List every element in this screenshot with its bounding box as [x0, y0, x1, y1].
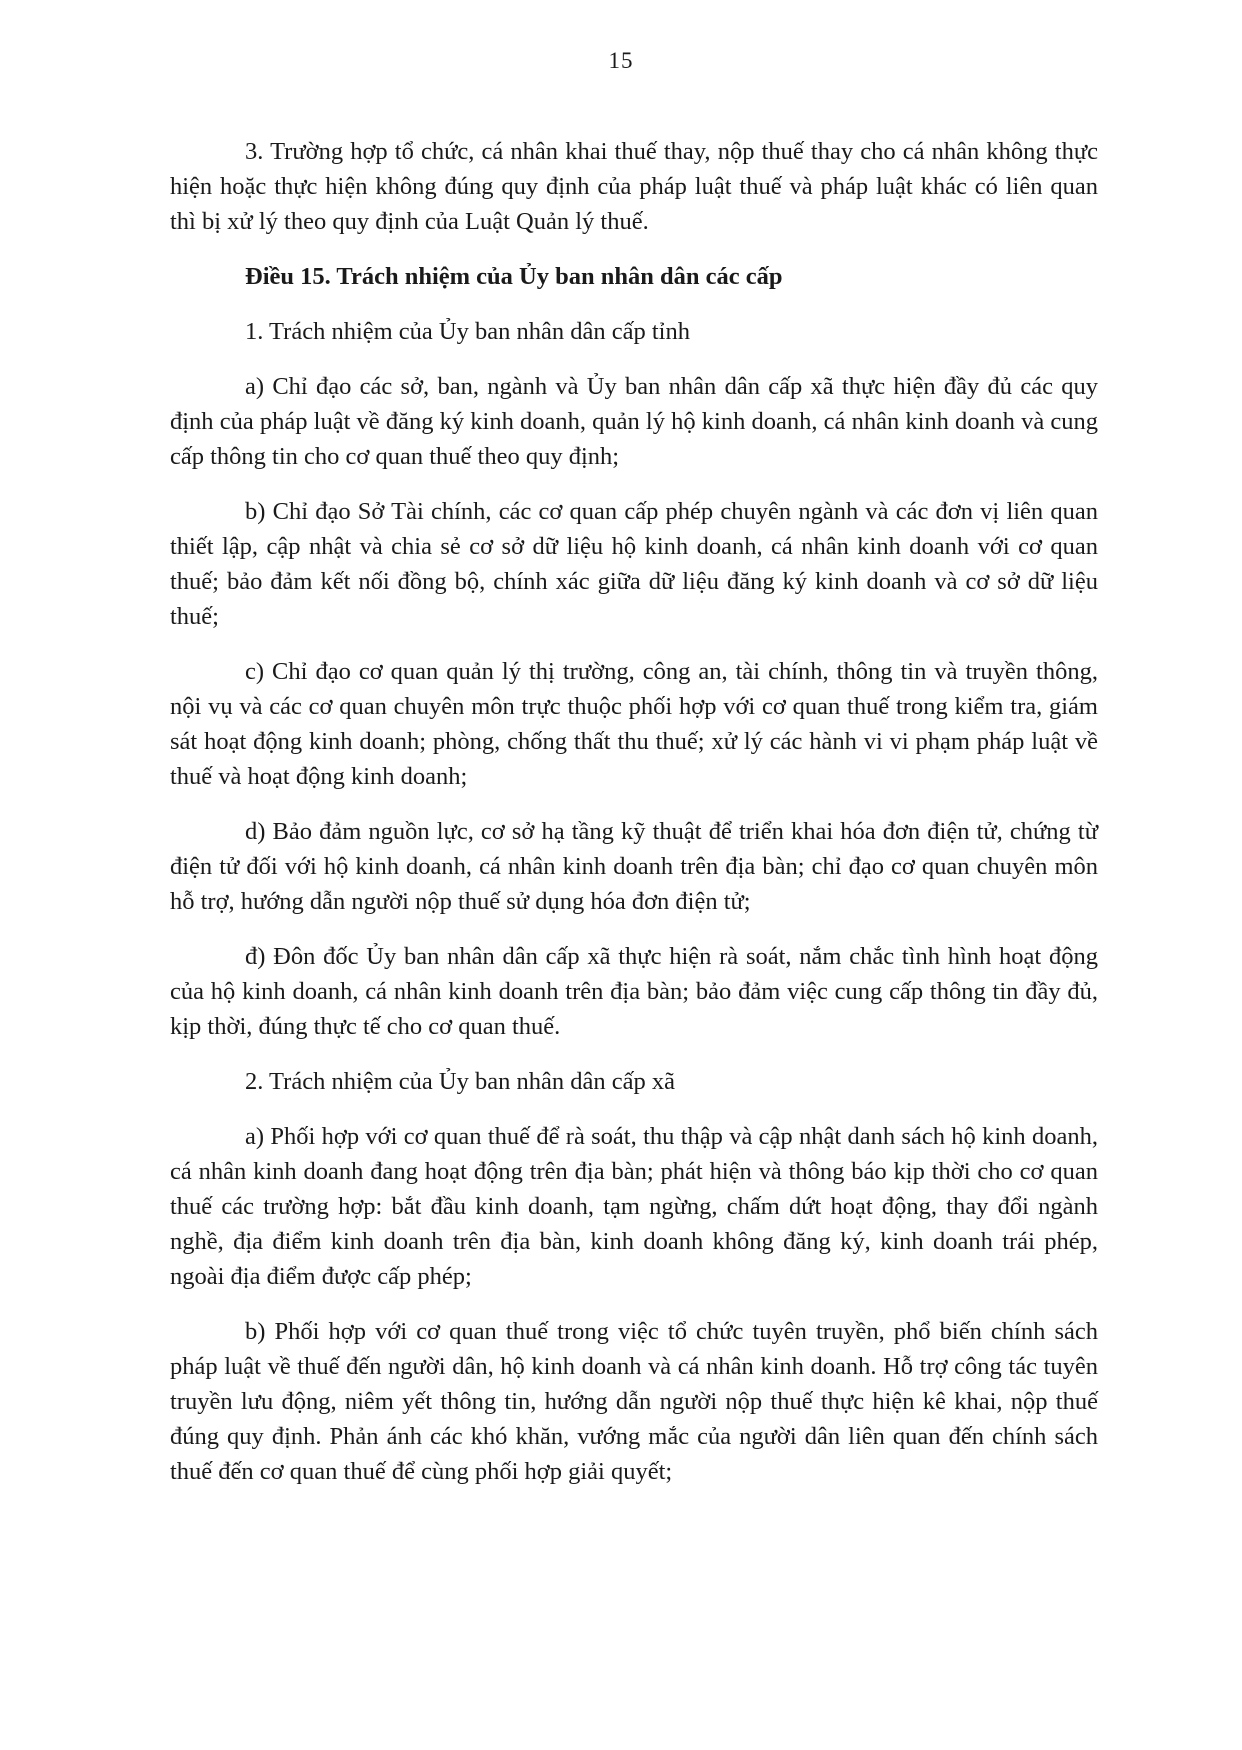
- paragraph-text: b) Phối hợp với cơ quan thuế trong việc tổ chức tuyên truyền, phổ biến chính sách pháp luật về thuế đến người dân, hộ kinh doanh và cá nhân kinh doanh. Hỗ trợ công tác tuyên truyền lưu động, niêm yết thông tin, hướng dẫn người nộp thuế thực hiện kê khai, nộp thuế đúng quy định. Phản ánh các khó khăn, vướng mắc của người dân liên quan đến chính sách thuế đến cơ quan thuế để cùng phối hợp giải quyết;: [170, 1318, 1098, 1485]
- clause-1c: [170, 654, 1098, 794]
- clause-1-heading: [170, 314, 1098, 349]
- clause-1b: [170, 494, 1098, 634]
- paragraph-text: b) Chỉ đạo Sở Tài chính, các cơ quan cấp phép chuyên ngành và các đơn vị liên quan thiết lập, cập nhật và chia sẻ cơ sở dữ liệu hộ kinh doanh, cá nhân kinh doanh với cơ quan thuế; bảo đảm kết nối đồng bộ, chính xác giữa dữ liệu đăng ký kinh doanh và cơ sở dữ liệu thuế;: [170, 498, 1098, 630]
- paragraph-text: c) Chỉ đạo cơ quan quản lý thị trường, công an, tài chính, thông tin và truyền thông, nội vụ và các cơ quan chuyên môn trực thuộc phối hợp với cơ quan thuế trong kiểm tra, giám sát hoạt động kinh doanh; phòng, chống thất thu thuế; xử lý các hành vi vi phạm pháp luật về thuế và hoạt động kinh doanh;: [170, 658, 1098, 790]
- paragraph-text: 3. Trường hợp tổ chức, cá nhân khai thuế thay, nộp thuế thay cho cá nhân không thực hiện hoặc thực hiện không đúng quy định của pháp luật thuế và pháp luật khác có liên quan thì bị xử lý theo quy định của Luật Quản lý thuế.: [170, 138, 1098, 235]
- paragraph-text: d) Bảo đảm nguồn lực, cơ sở hạ tầng kỹ thuật để triển khai hóa đơn điện tử, chứng từ điện tử đối với hộ kinh doanh, cá nhân kinh doanh trên địa bàn; chỉ đạo cơ quan chuyên môn hỗ trợ, hướng dẫn người nộp thuế sử dụng hóa đơn điện tử;: [170, 818, 1098, 915]
- clause-2a: [170, 1119, 1098, 1294]
- paragraph-text: a) Chỉ đạo các sở, ban, ngành và Ủy ban nhân dân cấp xã thực hiện đầy đủ các quy định của pháp luật về đăng ký kinh doanh, quản lý hộ kinh doanh, cá nhân kinh doanh và cung cấp thông tin cho cơ quan thuế theo quy định;: [170, 373, 1098, 470]
- clause-1a: [170, 369, 1098, 474]
- clause-2-heading: [170, 1064, 1098, 1099]
- clause-1d: [170, 814, 1098, 919]
- page-number: 15: [608, 48, 634, 73]
- paragraph-text: đ) Đôn đốc Ủy ban nhân dân cấp xã thực hiện rà soát, nắm chắc tình hình hoạt động của hộ kinh doanh, cá nhân kinh doanh trên địa bàn; bảo đảm việc cung cấp thông tin đầy đủ, kịp thời, đúng thực tế cho cơ quan thuế.: [170, 943, 1098, 1040]
- article-heading: [170, 259, 1098, 294]
- paragraph-3: [170, 134, 1098, 239]
- paragraph-text: a) Phối hợp với cơ quan thuế để rà soát, thu thập và cập nhật danh sách hộ kinh doanh, cá nhân kinh doanh đang hoạt động trên địa bàn; phát hiện và thông báo kịp thời cho cơ quan thuế các trường hợp: bắt đầu kinh doanh, tạm ngừng, chấm dứt hoạt động, thay đổi ngành nghề, địa điểm kinh doanh trên địa bàn, kinh doanh không đăng ký, kinh doanh trái phép, ngoài địa điểm được cấp phép;: [170, 1123, 1098, 1290]
- paragraph-text: 1. Trách nhiệm của Ủy ban nhân dân cấp tỉnh: [245, 318, 690, 345]
- clause-1dd: [170, 939, 1098, 1044]
- document-body: [170, 134, 1098, 1509]
- clause-2b: [170, 1314, 1098, 1489]
- article-heading-text: Điều 15. Trách nhiệm của Ủy ban nhân dân các cấp: [245, 263, 783, 290]
- paragraph-text: 2. Trách nhiệm của Ủy ban nhân dân cấp xã: [245, 1068, 675, 1095]
